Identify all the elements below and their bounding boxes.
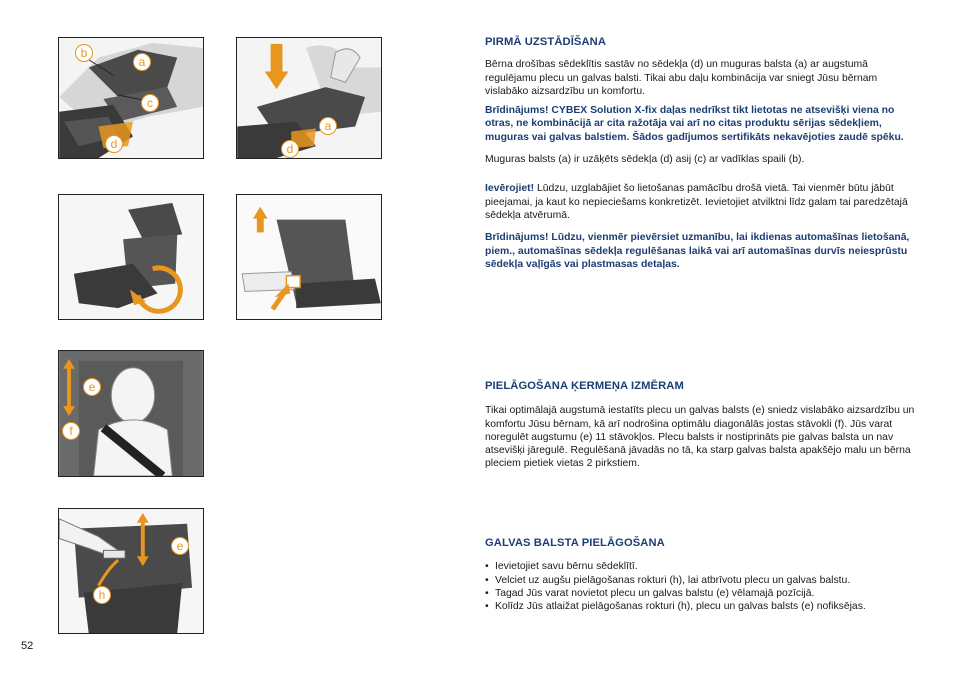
assembled-seat-illustration (59, 195, 203, 319)
label-c: c (141, 94, 159, 112)
instruction-list (485, 560, 915, 613)
label-d: d (281, 140, 299, 158)
figure-headrest-handle (58, 508, 204, 634)
section-first-installation (485, 36, 915, 271)
label-h: h (93, 586, 111, 604)
note-lead: Ievērojiet! (485, 183, 535, 195)
figure-attach-backrest (236, 37, 382, 159)
paragraph: Bērna drošības sēdeklītis sastāv no sēdekļa (d) un muguras balsta (a) ar augstumā regulējamu plecu un galvas balsti. Tikai abu daļu kombinācija var sniegt Jūsu bērnam vislabāko aizsardzību un komfortu. (485, 59, 878, 97)
figure-child-belt (58, 350, 204, 477)
list-item: • Kolīdz Jūs atlaižat pielāgošanas rokturi (h), plecu un galvas balsts (e) nofiksējas. (485, 600, 915, 613)
section-headrest (485, 537, 915, 613)
list-item: • Velciet uz augšu pielāgošanas rokturi (h), lai atbrīvotu plecu un galvas balstu. (485, 574, 915, 587)
list-item: • Tagad Jūs varat novietot plecu un galvas balstu (e) vēlamajā pozīcijā. (485, 587, 915, 600)
label-a: a (133, 53, 151, 71)
label-e: e (171, 537, 189, 555)
section-body-size (485, 380, 915, 471)
section-title: GALVAS BALSTA PIELĀGOŠANA (485, 537, 665, 549)
drawer-illustration (237, 195, 381, 319)
warning-paragraph: Brīdinājums! CYBEX Solution X-fix daļas nedrīkst tikt lietotas ne atsevišķi viena no otras, ne kombinācijā ar cita ražotāja vai arī no citas produktu sērijas sēdekļiem, muguras vai galvas balstiem. Šādos gadījumos sertifikāts nekavējoties zaudē spēku. (485, 105, 904, 143)
section-title: PIRMĀ UZSTĀDĪŠANA (485, 36, 607, 48)
child-belt-illustration (59, 351, 203, 476)
label-d: d (105, 135, 123, 153)
paragraph: Tikai optimālajā augstumā iestatīts plecu un galvas balsts (e) sniedz vislabāko aizsardzību un komfortu Jūsu bērnam, kā arī nodrošina optimālu diagonālās jostas stāvokli (f). Jūs varat noregulēt augstumu (e) 11 stāvokļos. Plecu balsts ir nostiprināts pie galvas balsta un nav atsevišķi jāregulē. Regulēšanā jāvadās no tā, ka starp galvas balsta apakšējo malu un bērna pleciem pietiek vietas 2 pirkstiem. (485, 405, 915, 470)
note-paragraph (485, 182, 915, 222)
figure-drawer (236, 194, 382, 320)
label-f: f (62, 422, 80, 440)
list-item: • Ievietojiet savu bērnu sēdeklītī. (485, 560, 915, 573)
label-e: e (83, 378, 101, 396)
warning-paragraph: Brīdinājums! Lūdzu, vienmēr pievērsiet uzmanību, lai ikdienas automašīnas lietošanā, piem., automašīnas sēdekļa regulēšanas laikā vai arī automašīnas durvīs neiesprūstu sēdekļa vaļīgās vai plastmasas detaļas. (485, 232, 910, 270)
attach-backrest-illustration (237, 38, 381, 158)
note-text: Lūdzu, uzglabājiet šo lietošanas pamācību drošā vietā. Tai vienmēr būtu jābūt pieejamai, ja kaut ko nepieciešams konkretizēt. Ievietojiet atvilktni līdz galam tai paredzētajā sēdekļa atvērumā. (485, 183, 908, 221)
paragraph: Muguras balsts (a) ir uzāķēts sēdekļa (d) asij (c) ar vadīklas spaili (b). (485, 154, 805, 166)
label-a: a (319, 117, 337, 135)
figure-seat-parts (58, 37, 204, 159)
figure-assembled-seat (58, 194, 204, 320)
label-b: b (75, 44, 93, 62)
section-title: PIELĀGOŠANA ĶERMEŅA IZMĒRAM (485, 380, 684, 392)
headrest-handle-illustration (59, 509, 203, 633)
page-number: 52 (21, 640, 34, 652)
